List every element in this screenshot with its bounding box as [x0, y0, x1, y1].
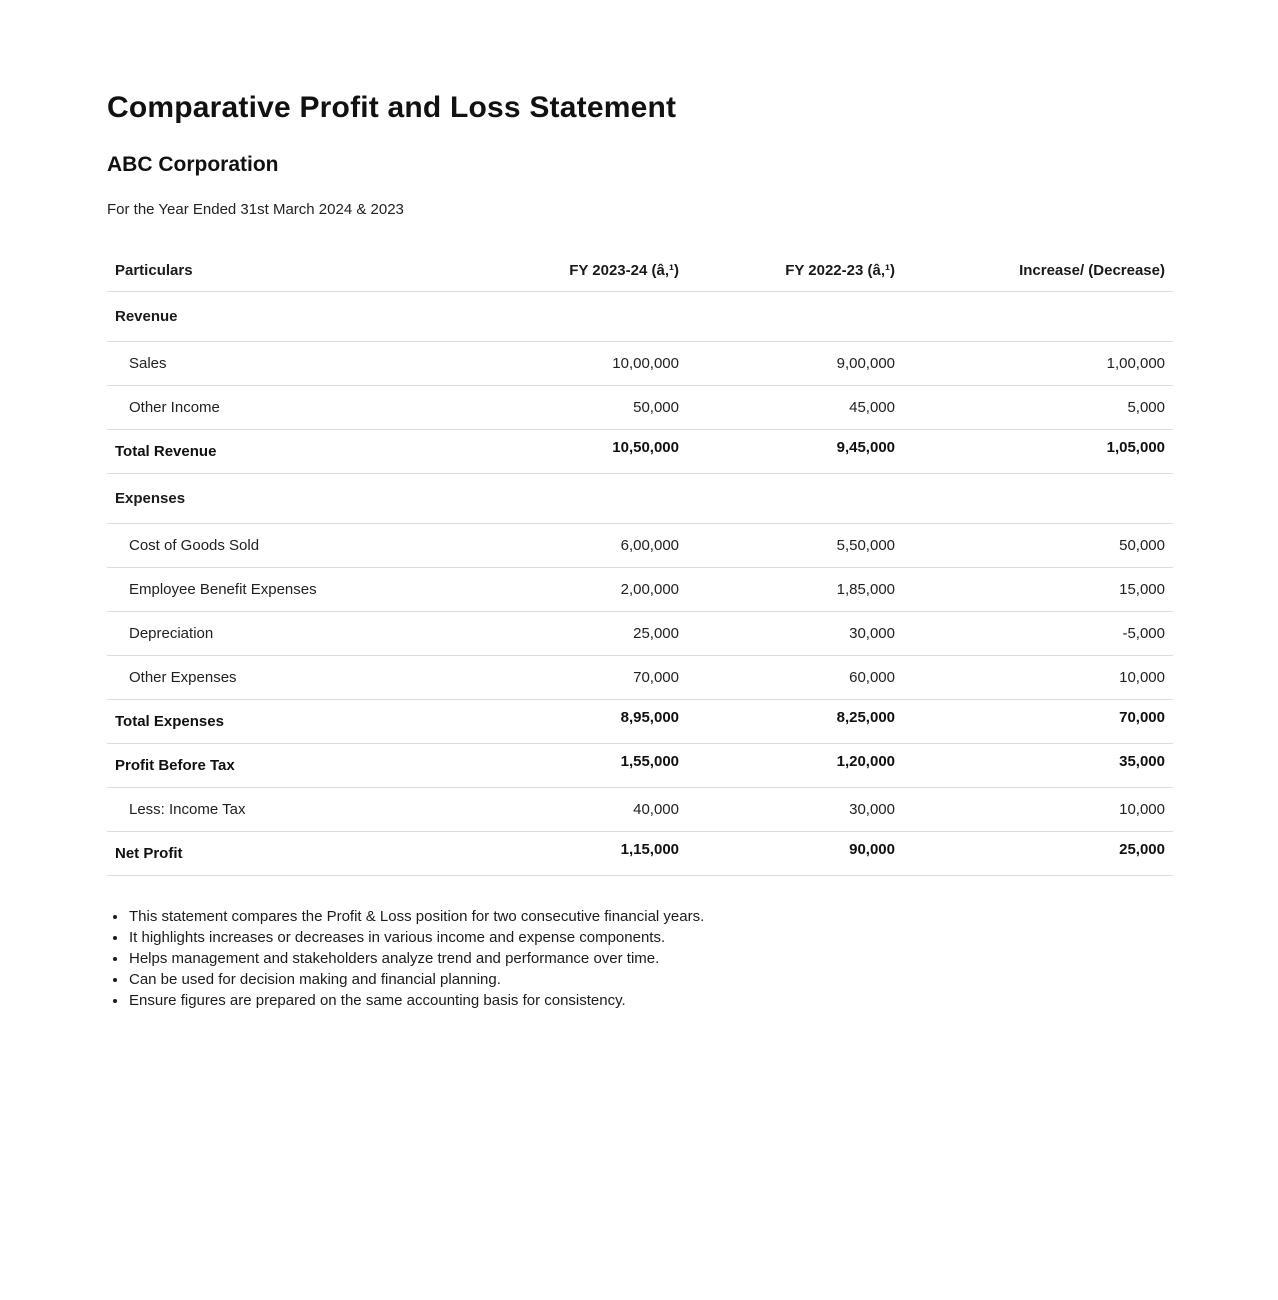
cell-increase-decrease — [903, 291, 1173, 341]
note-item: • Can be used for decision making and financial planning. — [128, 969, 1172, 990]
cell-fy-2022-23: 30,000 — [687, 611, 903, 655]
cell-increase-decrease: 15,000 — [903, 567, 1173, 611]
note-item: • Ensure figures are prepared on the same accounting basis for consistency. — [128, 990, 1172, 1011]
cell-increase-decrease: 70,000 — [903, 695, 1173, 739]
table-row-other-income — [107, 385, 1173, 429]
cell-particulars: Employee Benefit Expenses — [107, 567, 487, 611]
cell-particulars: Cost of Goods Sold — [107, 523, 487, 567]
note-item: • Helps management and stakeholders analyze trend and performance over time. — [128, 948, 1172, 969]
cell-increase-decrease: 35,000 — [903, 739, 1173, 783]
table-row-other-expenses — [107, 655, 1173, 699]
cell-increase-decrease: 50,000 — [903, 523, 1173, 567]
table-row-total-expenses — [107, 699, 1173, 743]
table-header-row — [107, 252, 1173, 292]
table-row-expenses-section — [107, 473, 1173, 523]
company-name: ABC Corporation — [107, 153, 279, 176]
cell-fy-2022-23: 1,20,000 — [687, 739, 903, 783]
cell-particulars: Depreciation — [107, 611, 487, 655]
cell-fy-2022-23: 30,000 — [687, 787, 903, 831]
table-row-depreciation — [107, 611, 1173, 655]
cell-fy-2023-24: 8,95,000 — [487, 695, 687, 739]
cell-increase-decrease — [903, 473, 1173, 523]
cell-increase-decrease: 10,000 — [903, 655, 1173, 699]
cell-fy-2023-24: 10,50,000 — [487, 425, 687, 469]
cell-increase-decrease: 1,00,000 — [903, 341, 1173, 385]
cell-fy-2022-23: 45,000 — [687, 385, 903, 429]
cell-fy-2023-24: 50,000 — [487, 385, 687, 429]
table-row-total-revenue — [107, 429, 1173, 473]
cell-fy-2023-24: 2,00,000 — [487, 567, 687, 611]
cell-fy-2023-24: 70,000 — [487, 655, 687, 699]
cell-particulars: Other Income — [107, 385, 487, 429]
cell-fy-2022-23: 90,000 — [687, 827, 903, 871]
cell-fy-2023-24: 40,000 — [487, 787, 687, 831]
cell-fy-2023-24: 6,00,000 — [487, 523, 687, 567]
cell-fy-2023-24: 10,00,000 — [487, 341, 687, 385]
note-item: • It highlights increases or decreases in various income and expense components. — [128, 927, 1172, 948]
cell-increase-decrease: -5,000 — [903, 611, 1173, 655]
table-row-cost-of-goods-sold — [107, 523, 1173, 567]
cell-increase-decrease: 25,000 — [903, 827, 1173, 871]
cell-fy-2023-24: 25,000 — [487, 611, 687, 655]
cell-particulars: Profit Before Tax — [107, 743, 487, 787]
period-subtitle: For the Year Ended 31st March 2024 & 2023 — [107, 201, 404, 219]
column-header-fy-2022-23: FY 2022-23 (â‚¹) — [687, 252, 903, 292]
cell-particulars: Sales — [107, 341, 487, 385]
notes-list — [107, 906, 1172, 1011]
cell-particulars: Less: Income Tax — [107, 787, 487, 831]
cell-fy-2023-24 — [487, 291, 687, 341]
comparative-pl-table — [107, 252, 1173, 876]
table-row-less-income-tax — [107, 787, 1173, 831]
cell-fy-2022-23: 9,45,000 — [687, 425, 903, 469]
cell-fy-2023-24: 1,15,000 — [487, 827, 687, 871]
cell-fy-2022-23: 60,000 — [687, 655, 903, 699]
cell-fy-2022-23: 1,85,000 — [687, 567, 903, 611]
table-row-revenue-section — [107, 291, 1173, 341]
column-header-fy-2023-24: FY 2023-24 (â‚¹) — [487, 252, 687, 292]
cell-particulars: Expenses — [107, 473, 487, 523]
cell-fy-2022-23: 9,00,000 — [687, 341, 903, 385]
cell-particulars: Total Expenses — [107, 699, 487, 743]
table-row-profit-before-tax — [107, 743, 1173, 787]
cell-fy-2023-24: 1,55,000 — [487, 739, 687, 783]
cell-particulars: Other Expenses — [107, 655, 487, 699]
cell-fy-2022-23 — [687, 473, 903, 523]
column-header-increase-decrease: Increase/ (Decrease) — [903, 252, 1173, 292]
cell-fy-2022-23: 8,25,000 — [687, 695, 903, 739]
page-title: Comparative Profit and Loss Statement — [107, 91, 677, 124]
cell-increase-decrease: 10,000 — [903, 787, 1173, 831]
cell-fy-2022-23 — [687, 291, 903, 341]
cell-fy-2023-24 — [487, 473, 687, 523]
cell-increase-decrease: 1,05,000 — [903, 425, 1173, 469]
table-row-employee-benefit-expenses — [107, 567, 1173, 611]
note-item: • This statement compares the Profit & Loss position for two consecutive financial years. — [128, 906, 1172, 927]
cell-fy-2022-23: 5,50,000 — [687, 523, 903, 567]
table-row-sales — [107, 341, 1173, 385]
table-row-net-profit — [107, 831, 1173, 875]
cell-particulars: Net Profit — [107, 831, 487, 875]
cell-particulars: Total Revenue — [107, 429, 487, 473]
cell-increase-decrease: 5,000 — [903, 385, 1173, 429]
cell-particulars: Revenue — [107, 291, 487, 341]
column-header-particulars: Particulars — [107, 252, 487, 292]
